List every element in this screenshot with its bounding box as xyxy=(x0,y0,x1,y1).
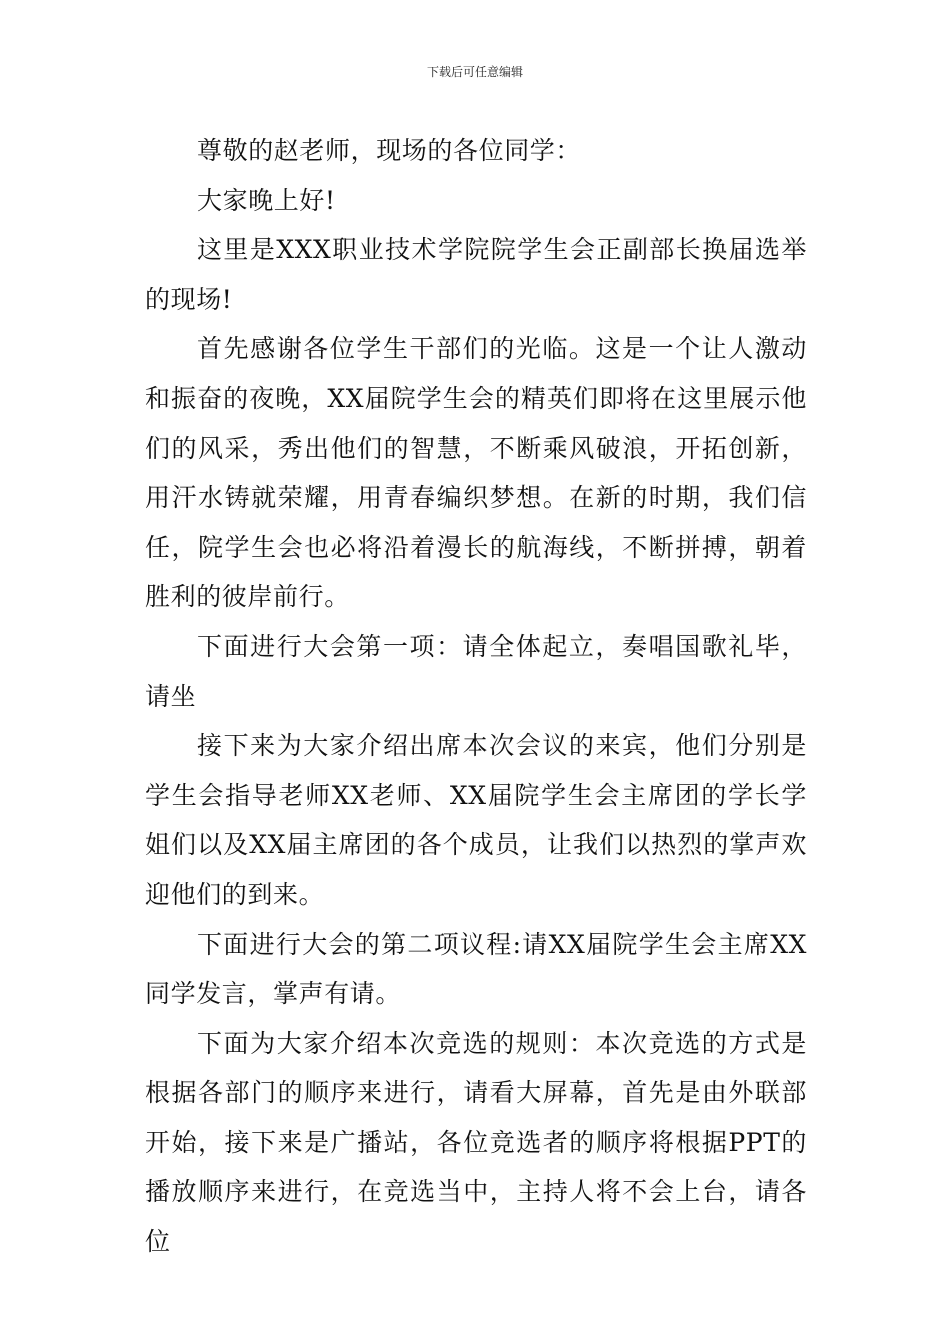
agenda-item-2-paragraph: 下面进行大会的第二项议程:请XX届院学生会主席XX同学发言，掌声有请。 xyxy=(145,929,807,1009)
intro-paragraph: 这里是XXX职业技术学院院学生会正副部长换届选举的现场! xyxy=(145,235,807,314)
agenda-item-1-paragraph: 下面进行大会第一项：请全体起立，奏唱国歌礼毕，请坐 xyxy=(145,631,807,711)
document-body xyxy=(145,126,807,1267)
thanks-paragraph: 首先感谢各位学生干部们的光临。这是一个让人激动和振奋的夜晚，XX届院学生会的精英们即将在这里展示他们的风采，秀出他们的智慧，不断乘风破浪，开拓创新，用汗水铸就荣耀，用青春编织梦想。在新的时期，我们信任，院学生会也必将沿着漫长的航海线，不断拼搏，朝着胜利的彼岸前行。 xyxy=(145,334,807,612)
guests-intro-paragraph: 接下来为大家介绍出席本次会议的来宾，他们分别是学生会指导老师XX老师、XX届院学生会主席团的学长学姐们以及XX届主席团的各个成员，让我们以热烈的掌声欢迎他们的到来。 xyxy=(145,731,807,909)
page-header: 下载后可任意编辑 xyxy=(426,65,523,79)
election-rules-paragraph: 下面为大家介绍本次竞选的规则：本次竞选的方式是根据各部门的顺序来进行，请看大屏幕，首先是由外联部开始，接下来是广播站，各位竞选者的顺序将根据PPT的播放顺序来进行，在竞选当中，主持人将不会上台，请各位 xyxy=(145,1028,807,1257)
salutation-paragraph: 尊敬的赵老师，现场的各位同学： xyxy=(197,136,582,165)
greeting-paragraph: 大家晚上好! xyxy=(197,185,336,215)
